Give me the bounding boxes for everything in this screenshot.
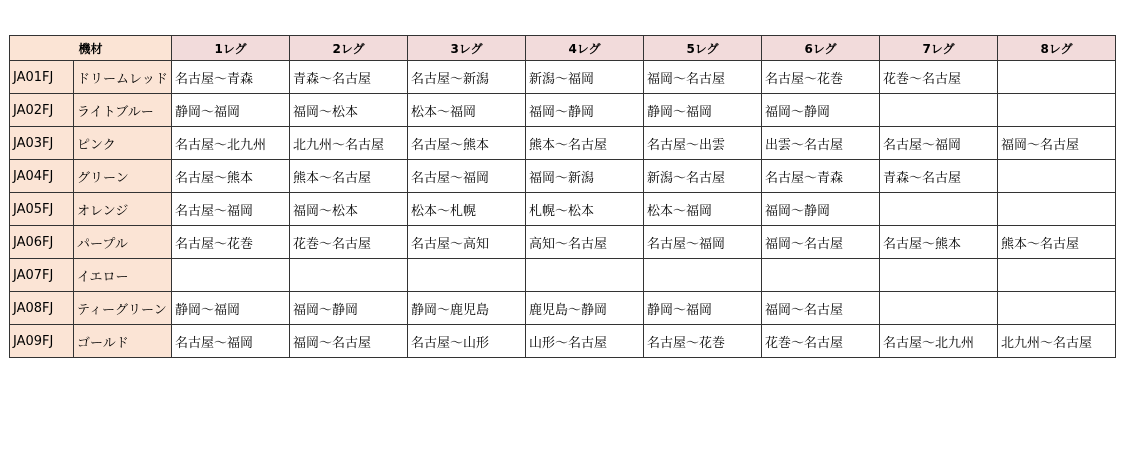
leg-route-cell: 名古屋～福岡	[172, 193, 290, 226]
leg-route-cell: 出雲～名古屋	[762, 127, 880, 160]
leg-route-cell	[998, 61, 1116, 94]
leg-route-cell: 福岡～静岡	[290, 292, 408, 325]
header-row	[10, 36, 1116, 61]
leg-route-cell: 福岡～名古屋	[762, 226, 880, 259]
leg-route-cell: 松本～札幌	[408, 193, 526, 226]
leg-route-cell	[172, 259, 290, 292]
leg-route-cell: 名古屋～青森	[762, 160, 880, 193]
leg-route-cell: 花巻～名古屋	[880, 61, 998, 94]
table-row	[10, 127, 1116, 160]
aircraft-livery-name: イエロー	[74, 259, 172, 292]
aircraft-registration: JA05FJ	[10, 193, 74, 226]
leg-route-cell	[644, 259, 762, 292]
table-row	[10, 292, 1116, 325]
leg-route-cell	[998, 193, 1116, 226]
aircraft-registration: JA02FJ	[10, 94, 74, 127]
leg-route-cell: 名古屋～山形	[408, 325, 526, 358]
leg-route-cell	[998, 292, 1116, 325]
leg-route-cell: 静岡～鹿児島	[408, 292, 526, 325]
leg-route-cell: 青森～名古屋	[880, 160, 998, 193]
leg-route-cell: 福岡～松本	[290, 193, 408, 226]
leg-route-cell: 札幌～松本	[526, 193, 644, 226]
table-header	[10, 36, 1116, 61]
table-row	[10, 259, 1116, 292]
aircraft-livery-name: ライトブルー	[74, 94, 172, 127]
aircraft-livery-name: ゴールド	[74, 325, 172, 358]
leg-column-header: 8レグ	[998, 36, 1116, 61]
leg-route-cell: 福岡～静岡	[526, 94, 644, 127]
table-row	[10, 193, 1116, 226]
leg-route-cell	[998, 259, 1116, 292]
leg-route-cell: 名古屋～花巻	[762, 61, 880, 94]
aircraft-livery-name: パープル	[74, 226, 172, 259]
leg-route-cell: 静岡～福岡	[644, 94, 762, 127]
leg-route-cell: 名古屋～福岡	[880, 127, 998, 160]
leg-column-header: 5レグ	[644, 36, 762, 61]
leg-route-cell	[290, 259, 408, 292]
leg-route-cell	[408, 259, 526, 292]
leg-route-cell: 山形～名古屋	[526, 325, 644, 358]
leg-route-cell: 花巻～名古屋	[290, 226, 408, 259]
aircraft-registration: JA09FJ	[10, 325, 74, 358]
table-row	[10, 94, 1116, 127]
aircraft-registration: JA01FJ	[10, 61, 74, 94]
leg-column-header: 1レグ	[172, 36, 290, 61]
leg-route-cell: 花巻～名古屋	[762, 325, 880, 358]
aircraft-livery-name: オレンジ	[74, 193, 172, 226]
aircraft-column-header: 機材	[10, 36, 172, 61]
leg-route-cell: 名古屋～新潟	[408, 61, 526, 94]
leg-route-cell: 高知～名古屋	[526, 226, 644, 259]
leg-route-cell: 新潟～名古屋	[644, 160, 762, 193]
leg-route-cell	[880, 259, 998, 292]
leg-column-header: 6レグ	[762, 36, 880, 61]
leg-route-cell: 松本～福岡	[644, 193, 762, 226]
aircraft-livery-name: ティーグリーン	[74, 292, 172, 325]
leg-route-cell: 静岡～福岡	[644, 292, 762, 325]
leg-route-cell: 新潟～福岡	[526, 61, 644, 94]
leg-route-cell: 名古屋～熊本	[880, 226, 998, 259]
aircraft-registration: JA03FJ	[10, 127, 74, 160]
leg-column-header: 7レグ	[880, 36, 998, 61]
leg-column-header: 2レグ	[290, 36, 408, 61]
leg-route-cell: 鹿児島～静岡	[526, 292, 644, 325]
leg-route-cell: 松本～福岡	[408, 94, 526, 127]
leg-route-cell: 名古屋～青森	[172, 61, 290, 94]
leg-route-cell: 名古屋～熊本	[408, 127, 526, 160]
leg-route-cell: 熊本～名古屋	[290, 160, 408, 193]
leg-route-cell: 北九州～名古屋	[290, 127, 408, 160]
aircraft-registration: JA07FJ	[10, 259, 74, 292]
leg-route-cell: 名古屋～福岡	[644, 226, 762, 259]
leg-route-cell: 福岡～名古屋	[998, 127, 1116, 160]
leg-route-cell: 熊本～名古屋	[526, 127, 644, 160]
leg-route-cell	[526, 259, 644, 292]
leg-route-cell: 名古屋～花巻	[172, 226, 290, 259]
leg-route-cell: 名古屋～出雲	[644, 127, 762, 160]
leg-route-cell: 青森～名古屋	[290, 61, 408, 94]
leg-column-header: 4レグ	[526, 36, 644, 61]
leg-route-cell	[880, 94, 998, 127]
leg-route-cell: 名古屋～福岡	[408, 160, 526, 193]
aircraft-registration: JA04FJ	[10, 160, 74, 193]
leg-route-cell	[880, 193, 998, 226]
leg-route-cell: 北九州～名古屋	[998, 325, 1116, 358]
leg-route-cell: 名古屋～熊本	[172, 160, 290, 193]
table-row	[10, 226, 1116, 259]
leg-route-cell	[998, 160, 1116, 193]
leg-route-cell: 福岡～名古屋	[762, 292, 880, 325]
flight-schedule-table	[9, 35, 1116, 358]
leg-route-cell: 福岡～静岡	[762, 94, 880, 127]
leg-route-cell: 名古屋～高知	[408, 226, 526, 259]
leg-route-cell: 福岡～新潟	[526, 160, 644, 193]
leg-route-cell: 名古屋～花巻	[644, 325, 762, 358]
leg-route-cell: 名古屋～北九州	[880, 325, 998, 358]
aircraft-livery-name: グリーン	[74, 160, 172, 193]
leg-route-cell: 福岡～名古屋	[290, 325, 408, 358]
leg-route-cell: 静岡～福岡	[172, 292, 290, 325]
leg-column-header: 3レグ	[408, 36, 526, 61]
aircraft-livery-name: ドリームレッド	[74, 61, 172, 94]
table-row	[10, 160, 1116, 193]
aircraft-registration: JA06FJ	[10, 226, 74, 259]
table-row	[10, 325, 1116, 358]
table-row	[10, 61, 1116, 94]
leg-route-cell: 名古屋～北九州	[172, 127, 290, 160]
leg-route-cell: 静岡～福岡	[172, 94, 290, 127]
leg-route-cell: 名古屋～福岡	[172, 325, 290, 358]
leg-route-cell	[998, 94, 1116, 127]
leg-route-cell: 福岡～静岡	[762, 193, 880, 226]
leg-route-cell: 熊本～名古屋	[998, 226, 1116, 259]
leg-route-cell: 福岡～名古屋	[644, 61, 762, 94]
aircraft-registration: JA08FJ	[10, 292, 74, 325]
leg-route-cell: 福岡～松本	[290, 94, 408, 127]
leg-route-cell	[762, 259, 880, 292]
table-body	[10, 61, 1116, 358]
leg-route-cell	[880, 292, 998, 325]
aircraft-livery-name: ピンク	[74, 127, 172, 160]
